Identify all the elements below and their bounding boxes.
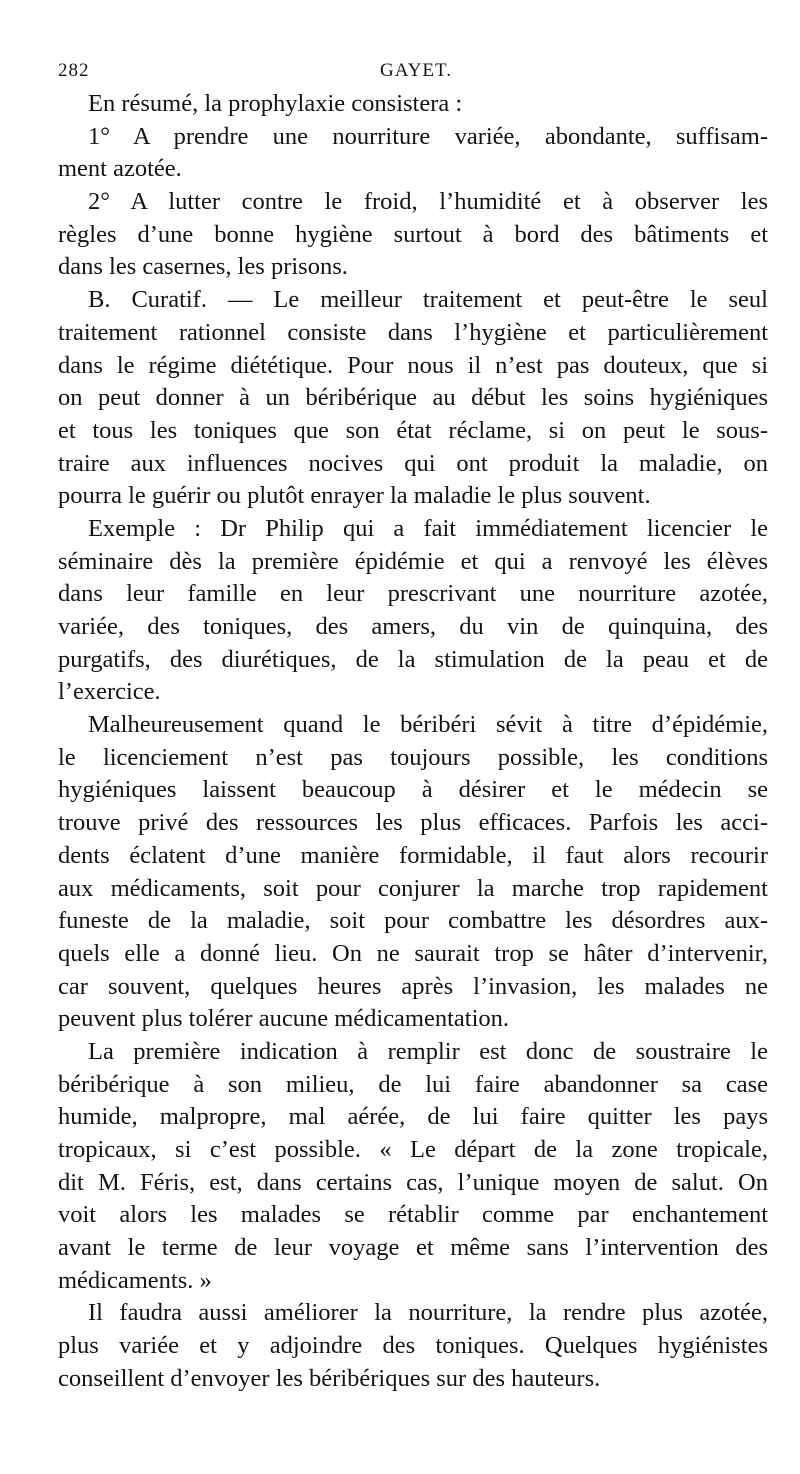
text-line: dans le régime diététique. Pour nous il n’est pas douteux, que si — [58, 351, 768, 379]
text-line: La première indication à remplir est donc de soustraire le — [88, 1037, 768, 1065]
text-line: conseillent d’envoyer les béribériques sur des hauteurs. — [58, 1364, 601, 1392]
body-text — [58, 88, 768, 1396]
text-line: plus variée et y adjoindre des toniques. Quelques hygiénistes — [58, 1332, 768, 1360]
text-line: funeste de la maladie, soit pour combattre les désordres aux- — [58, 907, 768, 935]
text-line: on peut donner à un béribérique au début les soins hygiéniques — [58, 384, 768, 412]
text-line: quels elle a donné lieu. On ne saurait trop se hâter d’intervenir, — [58, 939, 768, 967]
text-line: pourra le guérir ou plutôt enrayer la maladie le plus souvent. — [58, 482, 651, 510]
text-line: séminaire dès la première épidémie et qui a renvoyé les élèves — [58, 547, 768, 575]
text-line: aux médicaments, soit pour conjurer la marche trop rapidement — [58, 874, 768, 902]
text-line: l’exercice. — [58, 678, 161, 706]
text-line: B. Curatif. — Le meilleur traitement et peut-être le seul — [88, 286, 768, 314]
text-line: dans leur famille en leur prescrivant une nourriture azotée, — [58, 580, 768, 608]
running-title: GAYET. — [380, 60, 452, 81]
text-line: Il faudra aussi améliorer la nourriture, la rendre plus azotée, — [88, 1299, 768, 1327]
text-line: dit M. Féris, est, dans certains cas, l’unique moyen de salut. On — [58, 1168, 768, 1196]
text-line: tropicaux, si c’est possible. « Le départ de la zone tropicale, — [58, 1136, 768, 1163]
text-line: voit alors les malades se rétablir comme par enchantement — [58, 1201, 768, 1229]
text-line: 2° A lutter contre le froid, l’humidité et à observer les — [88, 188, 768, 216]
text-line: médicaments. » — [58, 1266, 212, 1294]
text-line: En résumé, la prophylaxie consistera : — [88, 90, 463, 117]
text-line: humide, malpropre, mal aérée, de lui faire quitter les pays — [58, 1103, 768, 1131]
text-line: et tous les toniques que son état réclame, si on peut le sous- — [58, 416, 768, 444]
text-line: Exemple : Dr Philip qui a fait immédiatement licencier le — [88, 514, 768, 542]
text-line: ment azotée. — [58, 155, 182, 183]
text-line: avant le terme de leur voyage et même sans l’intervention des — [58, 1234, 768, 1262]
document-page — [58, 54, 768, 1396]
text-line: dents éclatent d’une manière formidable, il faut alors recourir — [58, 841, 768, 869]
text-line: peuvent plus tolérer aucune médicamentation. — [58, 1005, 510, 1033]
text-line: purgatifs, des diurétiques, de la stimulation de la peau et de — [58, 645, 768, 673]
text-line: le licenciement n’est pas toujours possible, les conditions — [58, 743, 768, 771]
text-line: variée, des toniques, des amers, du vin de quinquina, des — [58, 613, 768, 640]
text-line: traire aux influences nocives qui ont produit la maladie, on — [58, 449, 768, 477]
text-line: car souvent, quelques heures après l’invasion, les malades ne — [58, 972, 768, 1000]
page-header — [58, 54, 768, 88]
text-line: traitement rationnel consiste dans l’hygiène et particulièrement — [58, 318, 768, 346]
text-line: 1° A prendre une nourriture variée, abondante, suffisam- — [88, 122, 768, 150]
text-line: béribérique à son milieu, de lui faire abandonner sa case — [58, 1070, 768, 1098]
text-line: règles d’une bonne hygiène surtout à bord des bâtiments et — [58, 220, 768, 248]
text-line: hygiéniques laissent beaucoup à désirer et le médecin se — [58, 776, 768, 804]
text-line: Malheureusement quand le béribéri sévit à titre d’épidémie, — [88, 711, 768, 739]
text-line: dans les casernes, les prisons. — [58, 253, 348, 281]
text-line: trouve privé des ressources les plus efficaces. Parfois les acci- — [58, 809, 768, 837]
page-number: 282 — [58, 60, 90, 81]
